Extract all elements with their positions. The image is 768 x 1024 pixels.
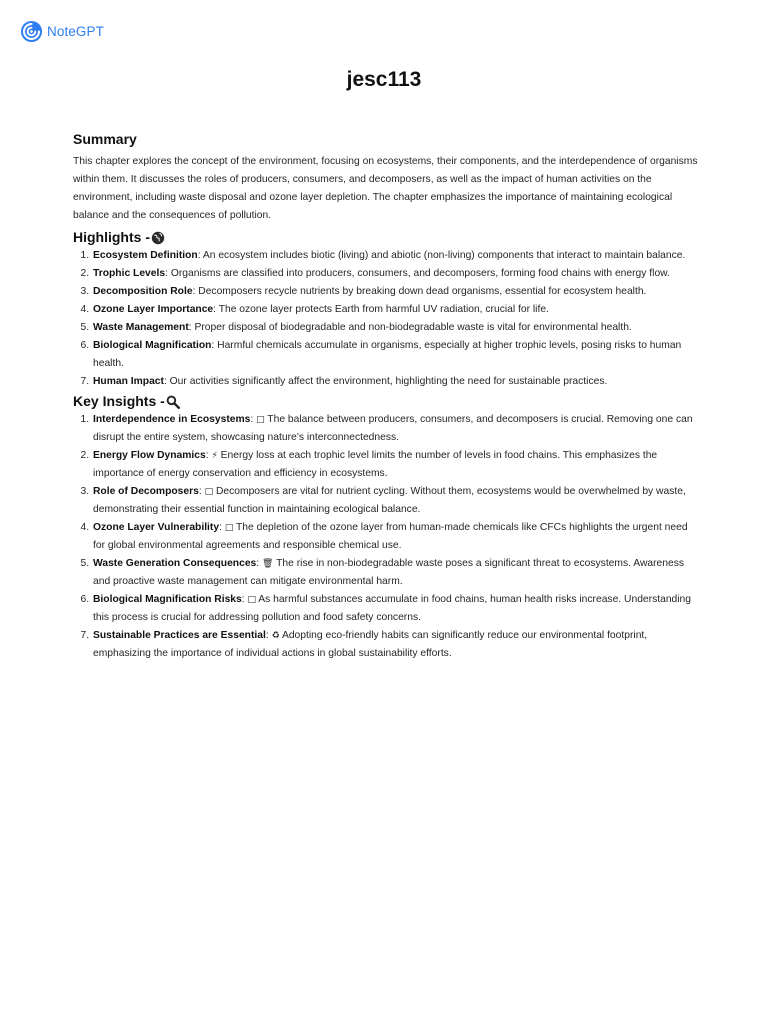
highlights-item-text: : Decomposers recycle nutrients by breaking down dead organisms, essential for ecosystem health. — [192, 286, 647, 297]
highlights-item-text: : Proper disposal of biodegradable and non-biodegradable waste is vital for environmental health. — [188, 322, 632, 333]
highlights-list — [73, 247, 698, 391]
insights-item — [92, 519, 698, 555]
insights-item-text: Energy loss at each trophic level limits the number of levels in food chains. This emphasizes the importance of energy conservation and efficiency in ecosystems. — [93, 450, 658, 479]
insights-item — [92, 591, 698, 627]
highlights-item-title: Waste Management — [93, 322, 189, 333]
highlights-item-text: : Organisms are classified into producers, consumers, and decomposers, forming food chains with energy flow. — [165, 268, 670, 279]
brand-name: NoteGPT — [47, 24, 104, 39]
highlights-item — [92, 301, 698, 319]
insights-item-text: Adopting eco-friendly habits can significantly reduce our environmental footprint, emphasizing the importance of individual actions in global sustainability efforts. — [93, 630, 648, 659]
insights-heading-text: Key Insights - — [73, 393, 165, 409]
highlights-item-title: Decomposition Role — [93, 286, 193, 297]
insights-item-separator: : — [219, 522, 225, 533]
insights-item-separator: : — [265, 630, 272, 641]
highlights-item-text: : Harmful chemicals accumulate in organisms, especially at higher trophic levels, posing risks to human health. — [93, 340, 682, 369]
highlights-item-title: Ecosystem Definition — [93, 250, 198, 261]
highlights-item-text: : The ozone layer protects Earth from harmful UV radiation, crucial for life. — [213, 304, 549, 315]
insights-item-title: Energy Flow Dynamics — [93, 450, 206, 461]
insights-item — [92, 411, 698, 447]
highlights-item-title: Biological Magnification — [93, 340, 212, 351]
insights-item-glyph: ⚡ — [211, 451, 218, 461]
insights-item-separator: : — [256, 558, 263, 569]
highlights-item-title: Human Impact — [93, 376, 164, 387]
insights-item-glyph: □ — [224, 523, 234, 533]
insights-item-text: The depletion of the ozone layer from human-made chemicals like CFCs highlights the urgent need for global environmental agreements and responsible chemical use. — [93, 522, 688, 551]
highlights-item — [92, 337, 698, 373]
insights-item-glyph: 🗑 — [262, 559, 274, 569]
insights-item-title: Sustainable Practices are Essential — [93, 630, 266, 641]
insights-item-text: As harmful substances accumulate in food chains, human health risks increase. Understanding this process is crucial for addressing pollution and food safety concerns. — [93, 594, 692, 623]
highlights-item — [92, 265, 698, 283]
highlights-item — [92, 247, 698, 265]
insights-item-title: Waste Generation Consequences — [93, 558, 257, 569]
notegpt-logo-icon — [20, 20, 43, 43]
insights-item-separator: : — [205, 450, 212, 461]
highlights-item-title: Ozone Layer Importance — [93, 304, 214, 315]
highlights-item — [92, 319, 698, 337]
summary-heading: Summary — [73, 131, 137, 147]
insights-item-glyph: □ — [204, 487, 214, 497]
insights-item-separator: : — [241, 594, 248, 605]
globe-icon — [151, 231, 165, 245]
highlights-item — [92, 373, 698, 391]
highlights-item-text: : An ecosystem includes biotic (living) and abiotic (non-living) components that interact to maintain balance. — [197, 250, 686, 261]
insights-item-text: The balance between producers, consumers, and decomposers is crucial. Removing one can disrupt the entire system, showcasing nature’s interconnectedness. — [93, 414, 693, 443]
insights-list — [73, 411, 698, 663]
insights-item-text: Decomposers are vital for nutrient cycling. Without them, ecosystems would be overwhelmed by waste, demonstrating their essential function in maintaining ecological balance. — [93, 486, 686, 515]
insights-item-text: The rise in non-biodegradable waste poses a significant threat to ecosystems. Awareness and proactive waste management can mitigate environmental harm. — [93, 558, 685, 587]
insights-item — [92, 483, 698, 519]
insights-item-title: Interdependence in Ecosystems — [93, 414, 251, 425]
brand-header — [20, 20, 104, 43]
highlights-item-title: Trophic Levels — [93, 268, 166, 279]
highlights-heading-text: Highlights - — [73, 229, 150, 245]
magnifier-icon — [166, 395, 180, 409]
insights-item-separator: : — [250, 414, 257, 425]
insights-item-separator: : — [198, 486, 205, 497]
insights-item-title: Role of Decomposers — [93, 486, 199, 497]
highlights-item-text: : Our activities significantly affect the environment, highlighting the need for sustainable practices. — [163, 376, 608, 387]
insights-item — [92, 555, 698, 591]
insights-item-title: Biological Magnification Risks — [93, 594, 242, 605]
page-title: jesc113 — [346, 68, 422, 91]
document-content — [73, 130, 698, 663]
summary-text: This chapter explores the concept of the environment, focusing on ecosystems, their components, and the interdependence of organisms within them. It discusses the roles of producers, consumers, and decomposers, as well as the impact of human activities on the environment, including waste disposal and ozone layer depletion. The chapter emphasizes the importance of maintaining ecological balance and the consequences of pollution. — [73, 156, 698, 221]
insights-item-glyph: □ — [256, 415, 265, 425]
insights-item — [92, 447, 698, 483]
insights-heading — [73, 392, 698, 411]
insights-item-title: Ozone Layer Vulnerability — [93, 522, 220, 533]
insights-item-glyph: ♻ — [271, 631, 280, 641]
highlights-heading — [73, 228, 698, 247]
insights-item — [92, 627, 698, 663]
insights-item-glyph: □ — [247, 595, 257, 605]
highlights-item — [92, 283, 698, 301]
